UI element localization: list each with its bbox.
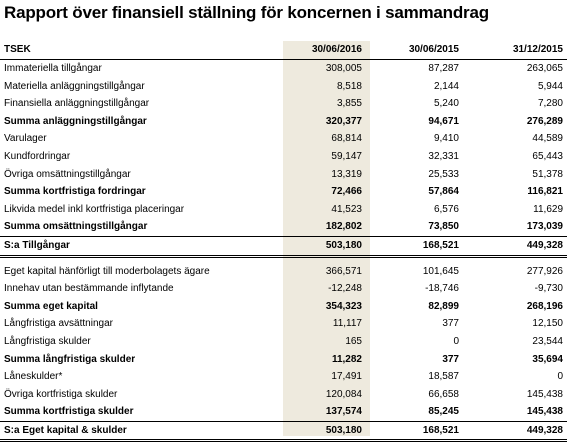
row-value-2015-12: 277,926 [526,265,563,277]
subtotal-row [0,403,567,421]
row-value-2015-06: 82,899 [428,300,459,312]
row-value-2015-12: 268,196 [526,300,563,312]
row-value-2015-12: 145,438 [526,388,563,400]
report-title: Rapport över finansiell ställning för koncernen i sammandrag [4,3,489,22]
table-row [0,78,567,96]
row-value-2016-06: 120,084 [325,388,362,400]
row-label: Summa omsättningstillgångar [4,221,148,233]
subtotal-row [0,298,567,316]
row-value-2016-06: 11,282 [331,353,362,365]
row-value-2015-12: -9,730 [534,283,563,295]
row-value-2015-12: 35,694 [532,353,563,365]
row-value-2015-06: 6,576 [433,203,459,215]
row-value-2015-12: 11,629 [533,203,563,215]
row-value-2015-12: 263,065 [526,63,563,74]
row-label: Övriga kortfristiga skulder [4,388,118,400]
total-assets-row [0,236,567,258]
row-label: Varulager [4,133,47,145]
subtotal-row [0,218,567,236]
row-value-2015-06: 57,864 [428,186,459,198]
row-value-2016-06: 320,377 [325,115,362,127]
row-value-2015-06: 32,331 [428,150,459,162]
row-value-2015-12: 449,328 [526,239,563,251]
row-value-2016-06: 41,523 [331,203,362,215]
table-row [0,201,567,219]
row-value-2015-06: 0 [453,335,459,347]
row-label: Kundfordringar [4,150,71,162]
row-value-2015-12: 449,328 [526,424,563,436]
table-row [0,130,567,148]
row-label: S:a Eget kapital & skulder [4,424,127,436]
row-value-2015-06: 168,521 [422,424,459,436]
row-value-2016-06: 59,147 [331,150,362,162]
table-row [0,386,567,404]
row-value-2016-06: 165 [345,335,362,347]
row-value-2016-06: 137,574 [325,406,362,418]
balance-sheet-table [0,41,567,442]
row-value-2015-12: 145,438 [526,406,563,418]
row-label: Långfristiga skulder [4,335,91,347]
row-value-2015-12: 0 [557,371,563,383]
table-row [0,280,567,298]
header-label: TSEK [4,44,31,55]
row-value-2015-06: 73,850 [428,221,459,233]
row-value-2015-12: 7,280 [537,98,563,110]
row-value-2015-06: 18,587 [428,371,459,383]
row-label: Finansiella anläggningstillgångar [4,98,150,110]
row-value-2015-12: 44,589 [532,133,563,145]
row-value-2016-06: 8,518 [336,80,362,92]
table-row [0,315,567,333]
row-label: Materiella anläggningstillgångar [4,80,145,92]
row-value-2015-12: 276,289 [526,115,563,127]
row-label: Summa kortfristiga skulder [4,406,134,418]
row-value-2015-06: 94,671 [428,115,459,127]
row-label: Innehav utan bestämmande inflytande [4,283,174,295]
row-value-2015-06: 85,245 [428,406,459,418]
row-value-2016-06: -12,248 [328,283,362,295]
total-equity-liabilities-row [0,421,567,442]
row-value-2015-06: 87,287 [428,63,459,74]
row-value-2016-06: 503,180 [325,424,362,436]
row-value-2015-06: 25,533 [428,168,459,180]
row-label: Summa långfristiga skulder [4,353,136,365]
row-value-2016-06: 13,319 [331,168,362,180]
table-row [0,333,567,351]
table-row [0,368,567,386]
row-value-2015-12: 12,150 [532,318,563,330]
row-label: Låneskulder* [4,371,63,383]
row-label: Långfristiga avsättningar [4,318,113,330]
row-label: Summa eget kapital [4,300,98,312]
row-value-2016-06: 308,005 [325,63,362,74]
row-value-2015-06: 66,658 [428,388,459,400]
table-header-row [0,41,567,60]
subtotal-row [0,113,567,131]
row-value-2015-12: 51,378 [532,168,563,180]
row-value-2015-06: 5,240 [433,98,459,110]
row-value-2016-06: 182,802 [325,221,362,233]
table-row [0,60,567,78]
table-row [0,148,567,166]
row-value-2015-12: 5,944 [537,80,563,92]
row-value-2016-06: 72,466 [331,186,362,198]
row-value-2015-06: 2,144 [433,80,459,92]
row-value-2015-06: 168,521 [422,239,459,251]
row-value-2015-12: 173,039 [526,221,563,233]
table-row [0,95,567,113]
row-value-2016-06: 68,814 [331,133,362,145]
header-col-2015-12: 31/12/2015 [512,44,563,55]
header-col-2016-06: 30/06/2016 [311,44,362,55]
row-label: Immateriella tillgångar [4,63,102,74]
row-label: Likvida medel inkl kortfristiga placeringar [4,203,185,215]
row-label: Övriga omsättningstillgångar [4,168,131,180]
row-value-2015-06: 377 [442,318,459,330]
row-value-2015-06: 377 [442,353,459,365]
row-value-2015-12: 65,443 [532,150,563,162]
row-value-2016-06: 354,323 [325,300,362,312]
subtotal-row [0,183,567,201]
header-col-2015-06: 30/06/2015 [408,44,459,55]
table-row [0,263,567,281]
row-value-2016-06: 503,180 [325,239,362,251]
row-label: Summa kortfristiga fordringar [4,186,146,198]
table-row [0,166,567,184]
subtotal-row [0,351,567,369]
row-label: S:a Tillgångar [4,239,70,251]
row-label: Eget kapital hänförligt till moderbolagets ägare [4,265,210,277]
row-value-2016-06: 11,117 [332,318,362,330]
row-value-2016-06: 17,491 [331,371,362,383]
row-value-2016-06: 3,855 [336,98,362,110]
row-value-2015-12: 23,544 [532,335,563,347]
row-value-2016-06: 366,571 [325,265,362,277]
row-value-2015-06: -18,746 [425,283,459,295]
row-label: Summa anläggningstillgångar [4,115,147,127]
row-value-2015-12: 116,821 [527,186,563,198]
row-value-2015-06: 101,645 [422,265,459,277]
row-value-2015-06: 9,410 [433,133,459,145]
